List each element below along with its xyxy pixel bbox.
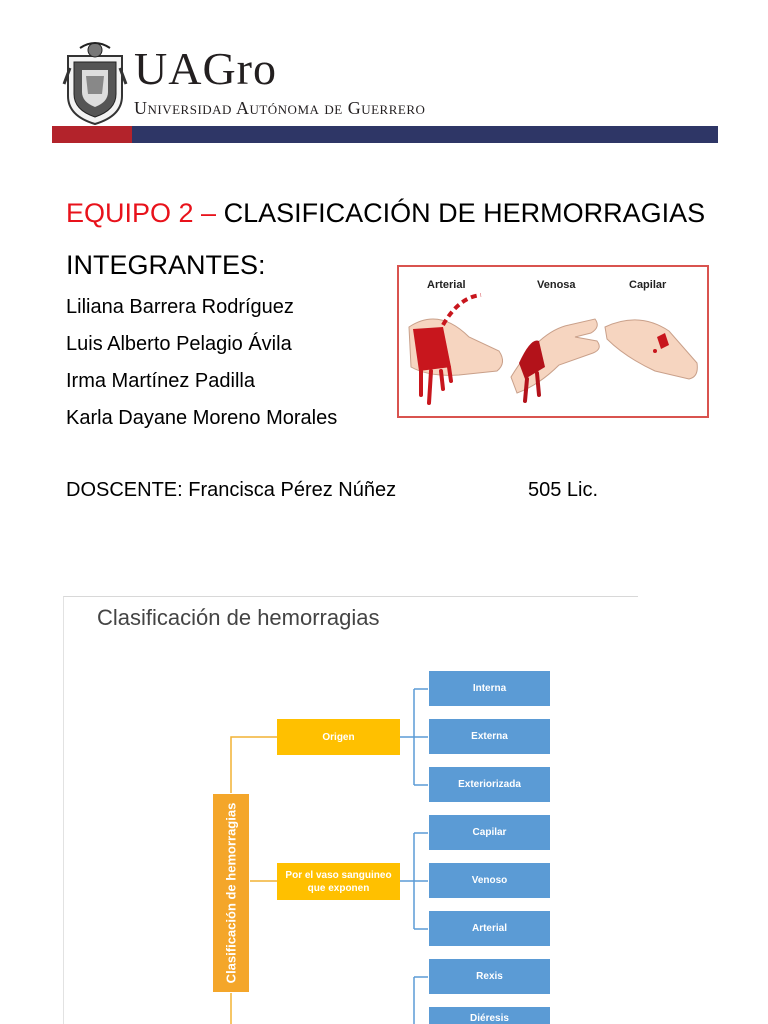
header-bar-red	[52, 126, 132, 143]
bleeding-hands-icon	[399, 267, 707, 416]
leaf-exteriorizada: Exteriorizada	[428, 766, 551, 803]
brand-main: UAG	[134, 43, 237, 94]
title-text: CLASIFICACIÓN DE HERMORRAGIAS	[223, 198, 706, 228]
diagram-root	[212, 793, 250, 993]
members-label: INTEGRANTES:	[66, 250, 266, 280]
member-name: Luis Alberto Pelagio Ávila	[66, 333, 292, 355]
illus-label-capilar: Capilar	[629, 279, 667, 291]
title-prefix: EQUIPO 2 –	[66, 198, 217, 228]
brand-main-small: ro	[236, 43, 277, 94]
brand-subtitle: Universidad Autónoma de Guerrero	[134, 98, 426, 118]
brand-wordmark	[134, 43, 277, 94]
diagram-title: Clasificación de hemorragias	[97, 605, 380, 630]
leaf-dieresis: Diéresis	[428, 1006, 551, 1024]
category-origen: Origen	[277, 719, 400, 755]
leaf-arterial: Arterial	[428, 910, 551, 947]
leaf-rexis: Rexis	[428, 958, 551, 995]
member-name: Karla Dayane Moreno Morales	[66, 407, 338, 429]
illus-label-arterial: Arterial	[427, 279, 466, 291]
hemorrhage-types-illustration	[397, 265, 709, 418]
teacher-line: DOSCENTE: Francisca Pérez Núñez	[66, 479, 397, 501]
group-label: 505 Lic.	[528, 479, 599, 501]
member-name: Liliana Barrera Rodríguez	[66, 296, 294, 318]
category-vaso: Por el vaso sanguineo que exponen	[277, 863, 400, 900]
leaf-venoso: Venoso	[428, 862, 551, 899]
leaf-capilar: Capilar	[428, 814, 551, 851]
diagram-connectors	[64, 597, 638, 1024]
illus-label-venosa: Venosa	[537, 279, 576, 291]
university-seal-icon	[62, 40, 128, 126]
member-name: Irma Martínez Padilla	[66, 370, 255, 392]
classification-diagram	[63, 596, 638, 1024]
leaf-interna: Interna	[428, 670, 551, 707]
header-bar-navy	[132, 126, 718, 143]
leaf-externa: Externa	[428, 718, 551, 755]
page-title	[66, 198, 705, 229]
diagram-root-label: Clasificación de hemorragias	[223, 802, 239, 984]
university-header	[52, 38, 718, 144]
